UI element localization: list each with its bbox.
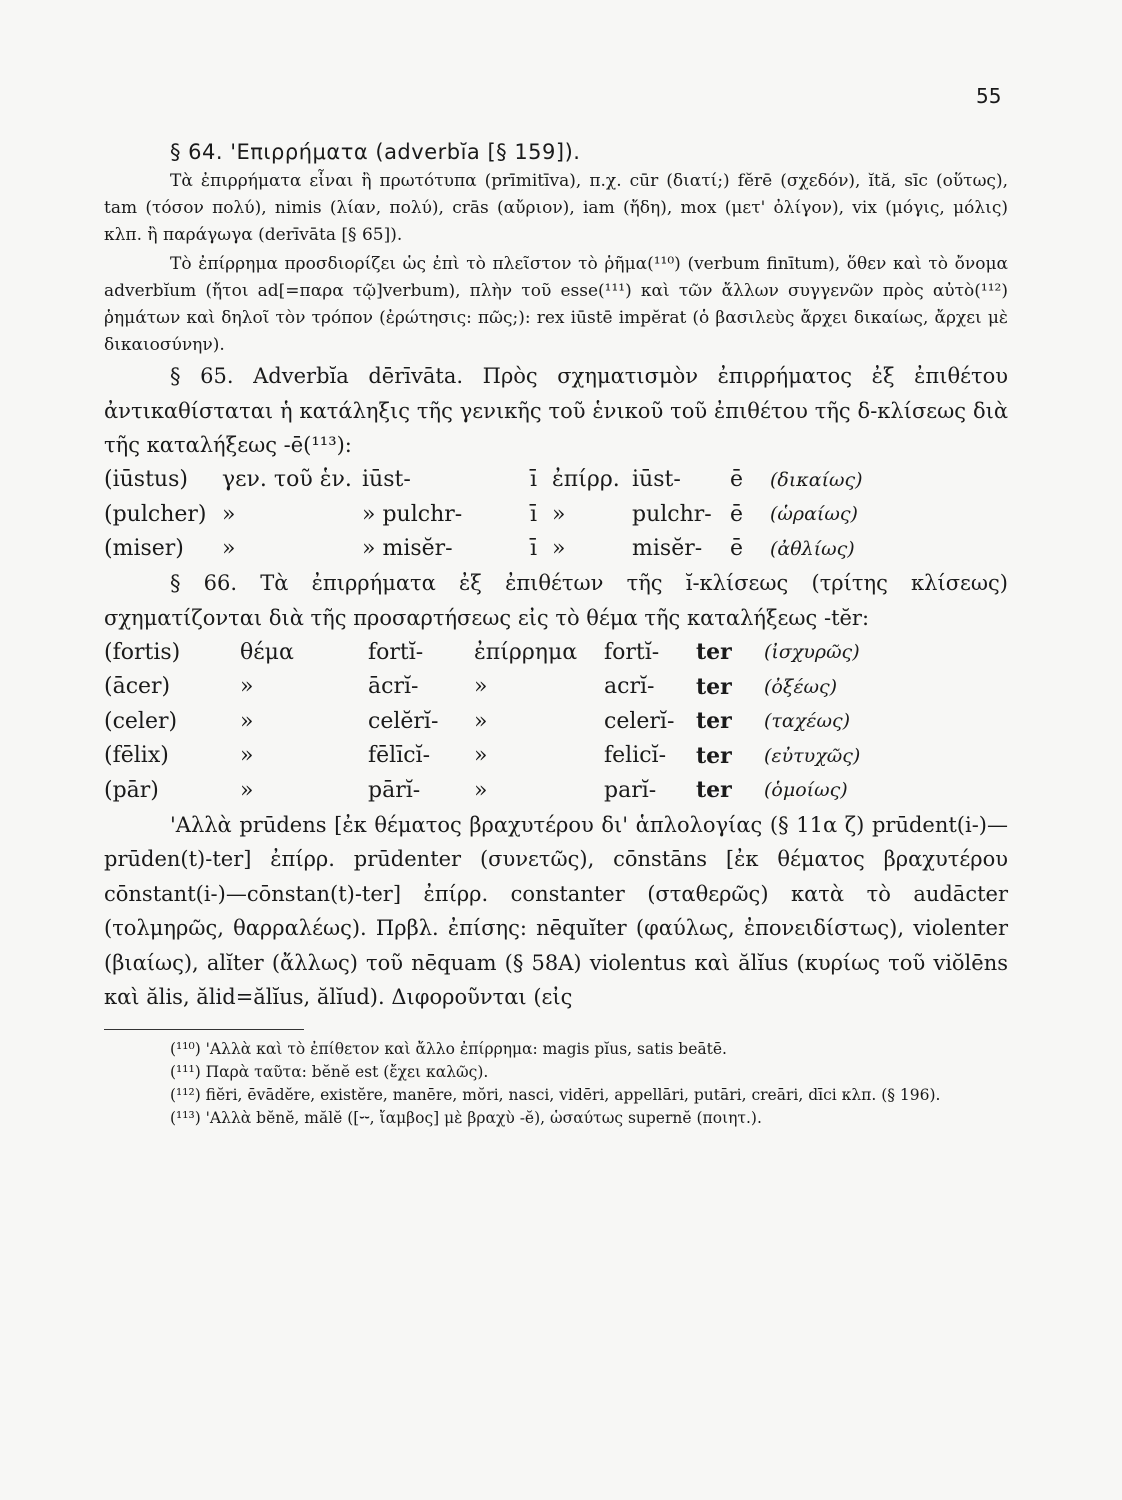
stem: fēlīcĭ- <box>368 743 431 769</box>
footnote-110: (¹¹⁰) 'Αλλὰ καὶ τὸ ἐπίθετον καὶ ἄλλο ἐπίρρημα: magis pĭus, satis beātē. <box>170 1039 727 1058</box>
genitive-ending: ī <box>530 536 538 562</box>
table-row <box>104 463 900 498</box>
adjective: (fēlix) <box>104 743 169 769</box>
table-row <box>104 704 904 739</box>
section-heading: § 64. 'Επιρρήματα (adverbĭa [§ 159]). <box>170 140 581 164</box>
adjective: (celer) <box>104 708 178 734</box>
stem-label: » <box>240 708 254 734</box>
adverb-label: » <box>552 501 566 527</box>
stem: celĕrĭ- <box>368 708 439 734</box>
adjective: (fortis) <box>104 639 181 665</box>
adverb-label: » <box>474 674 488 700</box>
footnote-111: (¹¹¹) Παρὰ ταῦτα: bĕnĕ est (ἔχει καλῶς). <box>170 1062 489 1081</box>
genitive-label: γεν. τοῦ ἑν. <box>222 467 352 493</box>
genitive-stem: » misĕr- <box>362 536 453 562</box>
greek-gloss: (εὐτυχῶς) <box>764 744 861 767</box>
footnote-112: (¹¹²) fiĕri, ēvādĕre, existĕre, manēre, mŏri, nasci, vidēri, appellāri, putāri, creāri, dīci κλπ. (§ 196). <box>170 1085 941 1104</box>
greek-gloss: (ὀξέως) <box>764 675 838 698</box>
adverb-stem: fortĭ- <box>604 639 660 665</box>
stem: fortĭ- <box>368 639 424 665</box>
table-row <box>104 497 900 532</box>
adjective: (pulcher) <box>104 501 207 527</box>
table-row <box>104 532 900 567</box>
greek-gloss: (ἀθλίως) <box>770 537 855 560</box>
adverb-ending: ē <box>730 501 744 527</box>
greek-gloss: (ὁμοίως) <box>764 779 848 802</box>
adverb-label: » <box>474 708 488 734</box>
adverb-ending: ē <box>730 536 744 562</box>
adverb-label: » <box>552 536 566 562</box>
adverb-stem: pulchr- <box>632 501 712 527</box>
stem: ācrĭ- <box>368 674 419 700</box>
section-66 <box>104 566 1008 635</box>
adjective: (miser) <box>104 536 184 562</box>
genitive-stem: iūst- <box>362 467 411 493</box>
adverb-ending: ē <box>730 467 744 493</box>
adverb-ending: ter <box>696 639 732 666</box>
footnote-rule <box>104 1029 304 1030</box>
greek-gloss: (ὡραίως) <box>770 503 858 526</box>
paragraph-prudens-text: 'Αλλὰ prūdens [ἐκ θέματος βραχυτέρου δι' ἁπλολογίας (§ 11α ζ) prūdent(i-)—prūden(t)-ter] ἐπίρρ. prūdenter (συνετῶς), cōnstāns [ἐκ θέματος βραχυτέρου cōnstant(i-)—cōnstan(t)-ter] ἐπίρρ. constanter (σταθερῶς) κατὰ τὸ audācter (τολμηρῶς, θαρραλέως). Πρβλ. ἐπίσης: nēquĭter (φαύλως, ἐπονειδίστως), violenter (βιαίως), alĭter (ἄλλως) τοῦ nēquam (§ 58A) violentus καὶ ălĭus (κυρίως τοῦ viŏlēns καὶ ălis, ălid=ălĭus, ălĭud). Διφοροῦνται (εἰς <box>104 812 1008 1009</box>
adverb-stem: iūst- <box>632 467 681 493</box>
adverb-ending: ter <box>696 777 732 804</box>
table-row <box>104 739 904 774</box>
section-65 <box>104 359 1008 463</box>
table-row <box>104 635 904 670</box>
adverb-ending: ter <box>696 742 732 769</box>
adjective: (iūstus) <box>104 467 188 493</box>
adverb-stem: felicĭ- <box>604 743 667 769</box>
section-66-text: § 66. Τὰ ἐπιρρήματα ἐξ ἐπιθέτων τῆς ĭ-κλίσεως (τρίτης κλίσεως) σχηματίζονται διὰ τῆς προσαρτήσεως εἰς τὸ θέμα τῆς καταλήξεως -tĕr: <box>104 571 1008 630</box>
paragraph-verbum: Τὸ ἐπίρρημα προσδιορίζει ὡς ἐπὶ τὸ πλεῖστον τὸ ῥῆμα(¹¹⁰) (verbum finītum), ὅθεν καὶ τὸ ὄνομα adverbĭum (ἤτοι ad[=παρα τῷ]verbum), πλὴν τοῦ esse(¹¹¹) καὶ τῶν ἄλλων συγγενῶν πρὸς αὐτὸ(¹¹²) ῥημάτων καὶ δηλοῖ τὸν τρόπον (ἐρώτησις: πῶς;): rex iūstē impĕrat (ὁ βασιλεὺς ἄρχει δικαίως, ἄρχει μὲ δικαιοσύνην). <box>104 254 1008 355</box>
table-66 <box>104 635 904 808</box>
table-row <box>104 773 904 808</box>
genitive-ending: ī <box>530 467 538 493</box>
adverb-stem: misĕr- <box>632 536 703 562</box>
table-row <box>104 670 904 705</box>
genitive-ending: ī <box>530 501 538 527</box>
adverb-stem: celerĭ- <box>604 708 675 734</box>
genitive-label: » <box>222 501 236 527</box>
adverb-ending: ter <box>696 708 732 735</box>
stem-label: » <box>240 743 254 769</box>
stem-label: » <box>240 777 254 803</box>
stem: pārĭ- <box>368 777 421 803</box>
adverb-label: ἐπίρρημα <box>474 639 578 665</box>
adverb-stem: acrĭ- <box>604 674 655 700</box>
adverb-label: » <box>474 777 488 803</box>
footnotes <box>104 1029 1008 1130</box>
stem-label: θέμα <box>240 639 294 665</box>
footnote-113: (¹¹³) 'Αλλὰ bĕnĕ, mălĕ ([⏑⏑, ἴαμβος] μὲ βραχὺ -ĕ), ὡσαύτως supernĕ (ποιητ.). <box>170 1108 762 1127</box>
greek-gloss: (ἰσχυρῶς) <box>764 641 860 664</box>
adverb-label: » <box>474 743 488 769</box>
table-65 <box>104 463 900 567</box>
page-content <box>104 140 1008 1130</box>
stem-label: » <box>240 674 254 700</box>
genitive-label: » <box>222 536 236 562</box>
adverb-label: ἐπίρρ. <box>552 467 620 493</box>
section-65-text: § 65. Adverbĭa dērīvāta. Πρὸς σχηματισμὸν ἐπιρρήματος ἐξ ἐπιθέτου ἀντικαθίσταται ἡ κατάληξις τῆς γενικῆς τοῦ ἑνικοῦ τοῦ ἐπιθέτου τῆς δ-κλίσεως διὰ τῆς καταλήξεως -ē(¹¹³): <box>104 364 1008 457</box>
adverb-ending: ter <box>696 673 732 700</box>
paragraph-primitiva: Τὰ ἐπιρρήματα εἶναι ἢ πρωτότυπα (prīmitīva), π.χ. cūr (διατί;) fĕrē (σχεδόν), ĭtă, sīc (οὕτως), tam (τόσον πολύ), nimis (λίαν, πολύ), crās (αὔριον), iam (ἤδη), mox (μετ' ὀλίγον), vix (μόγις, μόλις) κλπ. ἢ παράγωγα (derīvāta [§ 65]). <box>104 171 1008 245</box>
greek-gloss: (δικαίως) <box>770 468 863 491</box>
greek-gloss: (ταχέως) <box>764 710 851 733</box>
page-number: 55 <box>976 84 1002 108</box>
paragraph-prudens <box>104 808 1008 1015</box>
adjective: (pār) <box>104 777 159 803</box>
adverb-stem: parĭ- <box>604 777 657 803</box>
genitive-stem: » pulchr- <box>362 501 463 527</box>
adjective: (ācer) <box>104 674 171 700</box>
